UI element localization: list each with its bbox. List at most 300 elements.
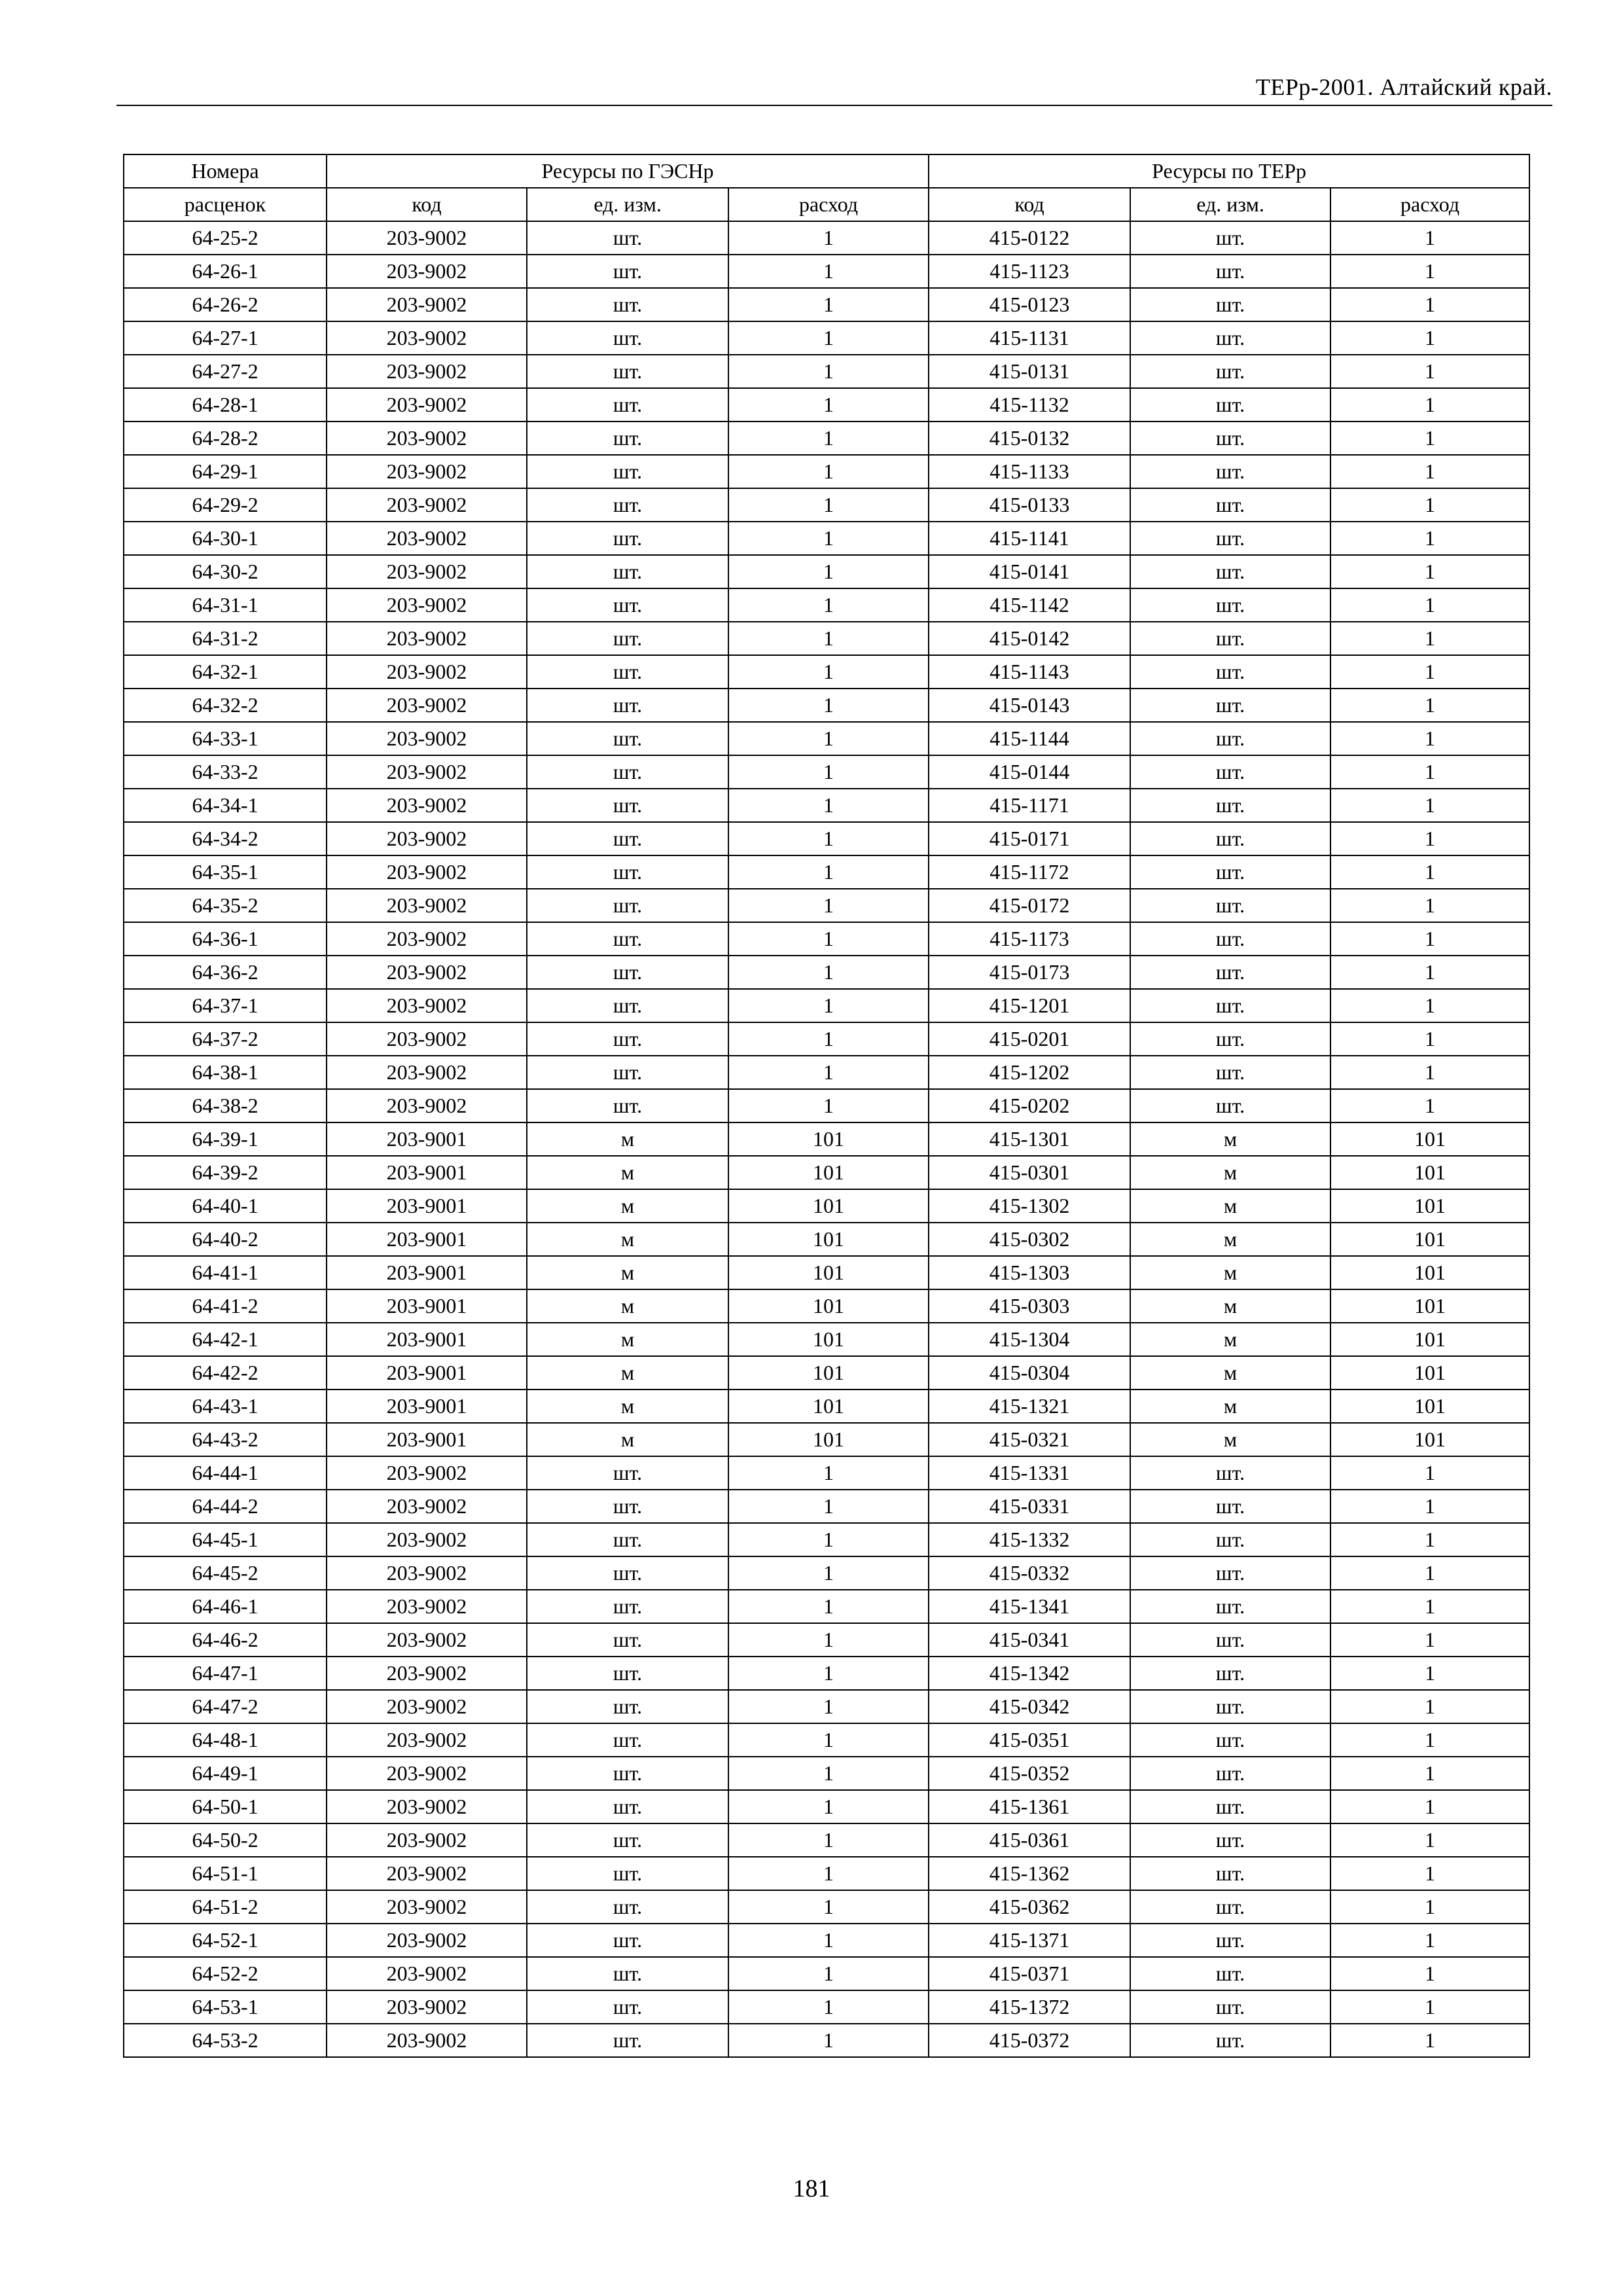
cell-gesn-consumption: 1 bbox=[728, 455, 929, 488]
cell-ter-consumption: 1 bbox=[1330, 655, 1529, 689]
cell-ter-consumption: 1 bbox=[1330, 922, 1529, 956]
cell-gesn-consumption: 1 bbox=[728, 922, 929, 956]
cell-ter-code: 415-0133 bbox=[929, 488, 1130, 522]
cell-gesn-consumption: 1 bbox=[728, 1523, 929, 1556]
cell-gesn-consumption: 1 bbox=[728, 989, 929, 1022]
table-row bbox=[124, 1890, 1529, 1924]
cell-gesn-code: 203-9002 bbox=[327, 1657, 527, 1690]
head-rates-top: Номера bbox=[124, 154, 327, 188]
cell-gesn-consumption: 1 bbox=[728, 622, 929, 655]
cell-rate-number: 64-26-1 bbox=[124, 255, 327, 288]
cell-gesn-code: 203-9002 bbox=[327, 1089, 527, 1122]
cell-gesn-unit: шт. bbox=[527, 822, 728, 855]
table-row bbox=[124, 1423, 1529, 1456]
cell-rate-number: 64-38-1 bbox=[124, 1056, 327, 1089]
cell-gesn-consumption: 1 bbox=[728, 789, 929, 822]
cell-rate-number: 64-31-2 bbox=[124, 622, 327, 655]
cell-rate-number: 64-34-1 bbox=[124, 789, 327, 822]
cell-gesn-code: 203-9002 bbox=[327, 1056, 527, 1089]
table-row bbox=[124, 488, 1529, 522]
cell-ter-unit: шт. bbox=[1130, 1823, 1330, 1857]
table-row bbox=[124, 1323, 1529, 1356]
cell-rate-number: 64-29-1 bbox=[124, 455, 327, 488]
cell-gesn-unit: шт. bbox=[527, 1556, 728, 1590]
cell-ter-consumption: 1 bbox=[1330, 488, 1529, 522]
table-row bbox=[124, 722, 1529, 755]
cell-gesn-consumption: 1 bbox=[728, 1022, 929, 1056]
cell-gesn-code: 203-9002 bbox=[327, 1690, 527, 1723]
header-rule bbox=[116, 105, 1552, 106]
cell-gesn-unit: шт. bbox=[527, 1924, 728, 1957]
cell-ter-consumption: 1 bbox=[1330, 522, 1529, 555]
cell-rate-number: 64-32-2 bbox=[124, 689, 327, 722]
cell-rate-number: 64-37-2 bbox=[124, 1022, 327, 1056]
cell-gesn-unit: м bbox=[527, 1289, 728, 1323]
cell-ter-code: 415-0303 bbox=[929, 1289, 1130, 1323]
cell-rate-number: 64-48-1 bbox=[124, 1723, 327, 1757]
cell-gesn-consumption: 1 bbox=[728, 689, 929, 722]
cell-gesn-consumption: 1 bbox=[728, 655, 929, 689]
table-row bbox=[124, 1390, 1529, 1423]
cell-gesn-consumption: 1 bbox=[728, 1623, 929, 1657]
cell-ter-unit: шт. bbox=[1130, 755, 1330, 789]
cell-gesn-consumption: 1 bbox=[728, 255, 929, 288]
table-row bbox=[124, 1590, 1529, 1623]
cell-gesn-consumption: 1 bbox=[728, 1456, 929, 1490]
cell-ter-unit: шт. bbox=[1130, 1957, 1330, 1990]
cell-ter-consumption: 1 bbox=[1330, 722, 1529, 755]
cell-gesn-unit: шт. bbox=[527, 1490, 728, 1523]
cell-ter-code: 415-0122 bbox=[929, 221, 1130, 255]
cell-gesn-consumption: 1 bbox=[728, 956, 929, 989]
cell-gesn-consumption: 1 bbox=[728, 1957, 929, 1990]
cell-gesn-consumption: 1 bbox=[728, 1723, 929, 1757]
table-row bbox=[124, 789, 1529, 822]
cell-ter-code: 415-0331 bbox=[929, 1490, 1130, 1523]
cell-ter-unit: шт. bbox=[1130, 1590, 1330, 1623]
cell-ter-code: 415-1304 bbox=[929, 1323, 1130, 1356]
cell-ter-consumption: 1 bbox=[1330, 956, 1529, 989]
cell-gesn-code: 203-9001 bbox=[327, 1256, 527, 1289]
cell-ter-code: 415-0332 bbox=[929, 1556, 1130, 1590]
cell-gesn-unit: шт. bbox=[527, 1957, 728, 1990]
cell-gesn-code: 203-9002 bbox=[327, 622, 527, 655]
cell-ter-unit: шт. bbox=[1130, 221, 1330, 255]
table-row bbox=[124, 989, 1529, 1022]
cell-ter-code: 415-1202 bbox=[929, 1056, 1130, 1089]
cell-rate-number: 64-42-1 bbox=[124, 1323, 327, 1356]
cell-gesn-consumption: 1 bbox=[728, 221, 929, 255]
cell-gesn-unit: шт. bbox=[527, 1723, 728, 1757]
head-gesn-unit: ед. изм. bbox=[527, 188, 728, 221]
table-row bbox=[124, 1623, 1529, 1657]
cell-gesn-unit: шт. bbox=[527, 1790, 728, 1823]
cell-gesn-unit: шт. bbox=[527, 1657, 728, 1690]
table-head bbox=[124, 154, 1529, 221]
cell-gesn-unit: шт. bbox=[527, 355, 728, 388]
cell-ter-unit: шт. bbox=[1130, 1456, 1330, 1490]
cell-gesn-code: 203-9002 bbox=[327, 722, 527, 755]
cell-ter-unit: шт. bbox=[1130, 689, 1330, 722]
table-row bbox=[124, 555, 1529, 588]
cell-rate-number: 64-38-2 bbox=[124, 1089, 327, 1122]
cell-ter-unit: шт. bbox=[1130, 1523, 1330, 1556]
cell-gesn-code: 203-9002 bbox=[327, 1990, 527, 2024]
cell-gesn-consumption: 1 bbox=[728, 288, 929, 321]
cell-gesn-unit: шт. bbox=[527, 755, 728, 789]
cell-gesn-unit: шт. bbox=[527, 1690, 728, 1723]
cell-gesn-consumption: 1 bbox=[728, 1056, 929, 1089]
cell-ter-code: 415-1301 bbox=[929, 1122, 1130, 1156]
cell-ter-unit: шт. bbox=[1130, 388, 1330, 422]
table-row bbox=[124, 922, 1529, 956]
cell-ter-unit: шт. bbox=[1130, 555, 1330, 588]
cell-gesn-code: 203-9002 bbox=[327, 956, 527, 989]
cell-ter-unit: шт. bbox=[1130, 1490, 1330, 1523]
cell-gesn-unit: шт. bbox=[527, 622, 728, 655]
cell-ter-consumption: 101 bbox=[1330, 1156, 1529, 1189]
cell-gesn-code: 203-9001 bbox=[327, 1223, 527, 1256]
cell-ter-unit: м bbox=[1130, 1323, 1330, 1356]
cell-gesn-unit: м bbox=[527, 1390, 728, 1423]
cell-gesn-consumption: 1 bbox=[728, 1890, 929, 1924]
cell-gesn-unit: шт. bbox=[527, 1857, 728, 1890]
cell-rate-number: 64-53-2 bbox=[124, 2024, 327, 2057]
cell-ter-unit: м bbox=[1130, 1189, 1330, 1223]
cell-ter-unit: шт. bbox=[1130, 822, 1330, 855]
table-row bbox=[124, 655, 1529, 689]
cell-gesn-consumption: 1 bbox=[728, 1089, 929, 1122]
cell-gesn-consumption: 1 bbox=[728, 355, 929, 388]
cell-gesn-consumption: 1 bbox=[728, 1490, 929, 1523]
cell-gesn-unit: шт. bbox=[527, 388, 728, 422]
cell-ter-code: 415-0144 bbox=[929, 755, 1130, 789]
cell-ter-unit: шт. bbox=[1130, 1089, 1330, 1122]
cell-ter-unit: шт. bbox=[1130, 1690, 1330, 1723]
cell-gesn-code: 203-9002 bbox=[327, 889, 527, 922]
cell-ter-unit: шт. bbox=[1130, 1790, 1330, 1823]
cell-ter-consumption: 101 bbox=[1330, 1122, 1529, 1156]
cell-ter-unit: шт. bbox=[1130, 588, 1330, 622]
cell-gesn-unit: шт. bbox=[527, 1523, 728, 1556]
cell-gesn-unit: шт. bbox=[527, 855, 728, 889]
cell-rate-number: 64-41-2 bbox=[124, 1289, 327, 1323]
cell-gesn-code: 203-9002 bbox=[327, 655, 527, 689]
cell-ter-unit: м bbox=[1130, 1289, 1330, 1323]
cell-ter-code: 415-0301 bbox=[929, 1156, 1130, 1189]
cell-ter-unit: м bbox=[1130, 1390, 1330, 1423]
cell-gesn-unit: шт. bbox=[527, 689, 728, 722]
cell-gesn-code: 203-9001 bbox=[327, 1423, 527, 1456]
cell-rate-number: 64-33-1 bbox=[124, 722, 327, 755]
cell-ter-unit: шт. bbox=[1130, 922, 1330, 956]
table-row bbox=[124, 889, 1529, 922]
cell-gesn-consumption: 101 bbox=[728, 1156, 929, 1189]
cell-gesn-unit: шт. bbox=[527, 288, 728, 321]
cell-rate-number: 64-36-2 bbox=[124, 956, 327, 989]
cell-ter-unit: м bbox=[1130, 1256, 1330, 1289]
cell-rate-number: 64-52-1 bbox=[124, 1924, 327, 1957]
cell-rate-number: 64-33-2 bbox=[124, 755, 327, 789]
cell-ter-unit: шт. bbox=[1130, 288, 1330, 321]
cell-rate-number: 64-29-2 bbox=[124, 488, 327, 522]
cell-gesn-consumption: 1 bbox=[728, 388, 929, 422]
cell-gesn-unit: шт. bbox=[527, 321, 728, 355]
table-row bbox=[124, 1523, 1529, 1556]
cell-gesn-code: 203-9002 bbox=[327, 1757, 527, 1790]
cell-gesn-unit: м bbox=[527, 1189, 728, 1223]
cell-gesn-consumption: 1 bbox=[728, 1757, 929, 1790]
cell-gesn-consumption: 1 bbox=[728, 321, 929, 355]
cell-ter-consumption: 1 bbox=[1330, 1957, 1529, 1990]
cell-gesn-consumption: 101 bbox=[728, 1289, 929, 1323]
cell-ter-unit: шт. bbox=[1130, 1857, 1330, 1890]
cell-gesn-code: 203-9002 bbox=[327, 922, 527, 956]
cell-ter-code: 415-0131 bbox=[929, 355, 1130, 388]
cell-ter-code: 415-0141 bbox=[929, 555, 1130, 588]
head-gesn-consumption: расход bbox=[728, 188, 929, 221]
cell-gesn-unit: шт. bbox=[527, 488, 728, 522]
cell-ter-consumption: 101 bbox=[1330, 1289, 1529, 1323]
table-row bbox=[124, 455, 1529, 488]
table-row bbox=[124, 1723, 1529, 1757]
cell-ter-consumption: 101 bbox=[1330, 1356, 1529, 1390]
cell-gesn-code: 203-9002 bbox=[327, 1857, 527, 1890]
running-header: ТЕРр-2001. Алтайский край. bbox=[1255, 74, 1552, 100]
cell-gesn-code: 203-9001 bbox=[327, 1323, 527, 1356]
cell-ter-unit: шт. bbox=[1130, 1022, 1330, 1056]
cell-gesn-unit: шт. bbox=[527, 522, 728, 555]
cell-ter-consumption: 1 bbox=[1330, 1990, 1529, 2024]
cell-gesn-code: 203-9002 bbox=[327, 1523, 527, 1556]
cell-ter-consumption: 1 bbox=[1330, 1556, 1529, 1590]
cell-ter-code: 415-0321 bbox=[929, 1423, 1130, 1456]
cell-rate-number: 64-44-2 bbox=[124, 1490, 327, 1523]
cell-gesn-unit: шт. bbox=[527, 1022, 728, 1056]
table-row bbox=[124, 1223, 1529, 1256]
table-row bbox=[124, 1490, 1529, 1523]
cell-ter-unit: шт. bbox=[1130, 1623, 1330, 1657]
cell-gesn-consumption: 1 bbox=[728, 1790, 929, 1823]
cell-gesn-consumption: 1 bbox=[728, 722, 929, 755]
cell-ter-consumption: 1 bbox=[1330, 1924, 1529, 1957]
cell-ter-code: 415-1201 bbox=[929, 989, 1130, 1022]
table-row bbox=[124, 1924, 1529, 1957]
cell-gesn-consumption: 101 bbox=[728, 1356, 929, 1390]
cell-ter-unit: шт. bbox=[1130, 956, 1330, 989]
table-row bbox=[124, 522, 1529, 555]
cell-ter-code: 415-1142 bbox=[929, 588, 1130, 622]
table-row bbox=[124, 1690, 1529, 1723]
cell-gesn-unit: м bbox=[527, 1223, 728, 1256]
table-row bbox=[124, 1957, 1529, 1990]
table-row bbox=[124, 1356, 1529, 1390]
cell-ter-code: 415-1302 bbox=[929, 1189, 1130, 1223]
cell-ter-code: 415-1321 bbox=[929, 1390, 1130, 1423]
cell-ter-consumption: 1 bbox=[1330, 221, 1529, 255]
cell-rate-number: 64-50-2 bbox=[124, 1823, 327, 1857]
cell-ter-consumption: 1 bbox=[1330, 1823, 1529, 1857]
table-row bbox=[124, 689, 1529, 722]
cell-ter-code: 415-1143 bbox=[929, 655, 1130, 689]
cell-ter-consumption: 1 bbox=[1330, 622, 1529, 655]
cell-ter-code: 415-1171 bbox=[929, 789, 1130, 822]
cell-gesn-code: 203-9001 bbox=[327, 1356, 527, 1390]
cell-gesn-consumption: 101 bbox=[728, 1323, 929, 1356]
cell-ter-code: 415-0171 bbox=[929, 822, 1130, 855]
table-body bbox=[124, 221, 1529, 2057]
cell-ter-unit: шт. bbox=[1130, 255, 1330, 288]
cell-rate-number: 64-43-1 bbox=[124, 1390, 327, 1423]
cell-gesn-unit: м bbox=[527, 1323, 728, 1356]
cell-rate-number: 64-45-1 bbox=[124, 1523, 327, 1556]
cell-rate-number: 64-34-2 bbox=[124, 822, 327, 855]
cell-rate-number: 64-37-1 bbox=[124, 989, 327, 1022]
cell-ter-consumption: 1 bbox=[1330, 1790, 1529, 1823]
cell-ter-code: 415-1141 bbox=[929, 522, 1130, 555]
head-gesn-code: код bbox=[327, 188, 527, 221]
table-row bbox=[124, 755, 1529, 789]
cell-ter-consumption: 1 bbox=[1330, 1623, 1529, 1657]
table-row bbox=[124, 1790, 1529, 1823]
table-row bbox=[124, 1056, 1529, 1089]
cell-rate-number: 64-27-1 bbox=[124, 321, 327, 355]
cell-gesn-consumption: 1 bbox=[728, 1857, 929, 1890]
cell-ter-consumption: 1 bbox=[1330, 1757, 1529, 1790]
head-group-ter: Ресурсы по ТЕРр bbox=[929, 154, 1529, 188]
cell-rate-number: 64-52-2 bbox=[124, 1957, 327, 1990]
cell-ter-unit: м bbox=[1130, 1356, 1330, 1390]
cell-rate-number: 64-39-1 bbox=[124, 1122, 327, 1156]
cell-gesn-code: 203-9002 bbox=[327, 2024, 527, 2057]
cell-rate-number: 64-49-1 bbox=[124, 1757, 327, 1790]
cell-gesn-consumption: 1 bbox=[728, 555, 929, 588]
cell-ter-consumption: 1 bbox=[1330, 1690, 1529, 1723]
cell-ter-unit: шт. bbox=[1130, 1890, 1330, 1924]
cell-ter-consumption: 1 bbox=[1330, 588, 1529, 622]
cell-ter-unit: шт. bbox=[1130, 1723, 1330, 1757]
cell-rate-number: 64-35-1 bbox=[124, 855, 327, 889]
cell-gesn-code: 203-9001 bbox=[327, 1189, 527, 1223]
table-row bbox=[124, 1022, 1529, 1056]
cell-gesn-consumption: 1 bbox=[728, 2024, 929, 2057]
cell-rate-number: 64-28-1 bbox=[124, 388, 327, 422]
cell-gesn-consumption: 1 bbox=[728, 1823, 929, 1857]
cell-gesn-consumption: 1 bbox=[728, 1590, 929, 1623]
cell-ter-unit: шт. bbox=[1130, 655, 1330, 689]
cell-gesn-unit: м bbox=[527, 1122, 728, 1156]
cell-ter-code: 415-1342 bbox=[929, 1657, 1130, 1690]
cell-ter-code: 415-1303 bbox=[929, 1256, 1130, 1289]
table-row bbox=[124, 355, 1529, 388]
table-row bbox=[124, 1189, 1529, 1223]
cell-ter-code: 415-1133 bbox=[929, 455, 1130, 488]
cell-rate-number: 64-40-2 bbox=[124, 1223, 327, 1256]
cell-gesn-code: 203-9001 bbox=[327, 1289, 527, 1323]
cell-rate-number: 64-31-1 bbox=[124, 588, 327, 622]
cell-gesn-consumption: 101 bbox=[728, 1390, 929, 1423]
cell-gesn-code: 203-9002 bbox=[327, 588, 527, 622]
cell-ter-code: 415-1144 bbox=[929, 722, 1130, 755]
cell-gesn-code: 203-9002 bbox=[327, 1723, 527, 1757]
cell-rate-number: 64-26-2 bbox=[124, 288, 327, 321]
cell-ter-consumption: 1 bbox=[1330, 388, 1529, 422]
cell-gesn-unit: шт. bbox=[527, 221, 728, 255]
cell-ter-consumption: 1 bbox=[1330, 321, 1529, 355]
cell-ter-code: 415-1362 bbox=[929, 1857, 1130, 1890]
cell-gesn-code: 203-9002 bbox=[327, 1022, 527, 1056]
table-row bbox=[124, 422, 1529, 455]
cell-gesn-unit: шт. bbox=[527, 1089, 728, 1122]
cell-rate-number: 64-36-1 bbox=[124, 922, 327, 956]
cell-gesn-unit: шт. bbox=[527, 422, 728, 455]
cell-gesn-consumption: 1 bbox=[728, 1690, 929, 1723]
cell-rate-number: 64-46-2 bbox=[124, 1623, 327, 1657]
cell-gesn-unit: м bbox=[527, 1423, 728, 1456]
cell-gesn-consumption: 1 bbox=[728, 522, 929, 555]
cell-gesn-code: 203-9001 bbox=[327, 1390, 527, 1423]
head-rates-bottom: расценок bbox=[124, 188, 327, 221]
cell-gesn-unit: шт. bbox=[527, 1823, 728, 1857]
table-head-row-bottom bbox=[124, 188, 1529, 221]
cell-gesn-code: 203-9002 bbox=[327, 488, 527, 522]
cell-ter-consumption: 101 bbox=[1330, 1256, 1529, 1289]
cell-ter-code: 415-1372 bbox=[929, 1990, 1130, 2024]
cell-rate-number: 64-27-2 bbox=[124, 355, 327, 388]
cell-ter-unit: м bbox=[1130, 1423, 1330, 1456]
cell-gesn-unit: м bbox=[527, 1356, 728, 1390]
cell-gesn-code: 203-9002 bbox=[327, 221, 527, 255]
cell-gesn-consumption: 1 bbox=[728, 889, 929, 922]
cell-gesn-code: 203-9002 bbox=[327, 1790, 527, 1823]
cell-ter-code: 415-1123 bbox=[929, 255, 1130, 288]
cell-ter-code: 415-0371 bbox=[929, 1957, 1130, 1990]
cell-ter-code: 415-1173 bbox=[929, 922, 1130, 956]
cell-gesn-consumption: 101 bbox=[728, 1256, 929, 1289]
cell-rate-number: 64-45-2 bbox=[124, 1556, 327, 1590]
cell-ter-code: 415-1131 bbox=[929, 321, 1130, 355]
cell-gesn-consumption: 1 bbox=[728, 1990, 929, 2024]
cell-gesn-code: 203-9002 bbox=[327, 255, 527, 288]
cell-gesn-code: 203-9002 bbox=[327, 822, 527, 855]
cell-ter-unit: шт. bbox=[1130, 455, 1330, 488]
cell-gesn-unit: шт. bbox=[527, 655, 728, 689]
cell-ter-unit: м bbox=[1130, 1156, 1330, 1189]
cell-gesn-code: 203-9001 bbox=[327, 1122, 527, 1156]
table-row bbox=[124, 1990, 1529, 2024]
cell-ter-code: 415-1331 bbox=[929, 1456, 1130, 1490]
cell-ter-code: 415-0302 bbox=[929, 1223, 1130, 1256]
cell-gesn-code: 203-9002 bbox=[327, 1924, 527, 1957]
cell-ter-consumption: 1 bbox=[1330, 1890, 1529, 1924]
table-row bbox=[124, 255, 1529, 288]
table-row bbox=[124, 1857, 1529, 1890]
cell-gesn-consumption: 1 bbox=[728, 1657, 929, 1690]
cell-ter-code: 415-0201 bbox=[929, 1022, 1130, 1056]
table-row bbox=[124, 1122, 1529, 1156]
cell-ter-code: 415-0142 bbox=[929, 622, 1130, 655]
cell-rate-number: 64-51-1 bbox=[124, 1857, 327, 1890]
cell-rate-number: 64-44-1 bbox=[124, 1456, 327, 1490]
cell-ter-code: 415-0341 bbox=[929, 1623, 1130, 1657]
cell-ter-consumption: 1 bbox=[1330, 1490, 1529, 1523]
cell-gesn-consumption: 101 bbox=[728, 1423, 929, 1456]
table-row bbox=[124, 1456, 1529, 1490]
cell-ter-code: 415-0202 bbox=[929, 1089, 1130, 1122]
cell-ter-consumption: 1 bbox=[1330, 1723, 1529, 1757]
table-row bbox=[124, 1823, 1529, 1857]
table-row bbox=[124, 1089, 1529, 1122]
